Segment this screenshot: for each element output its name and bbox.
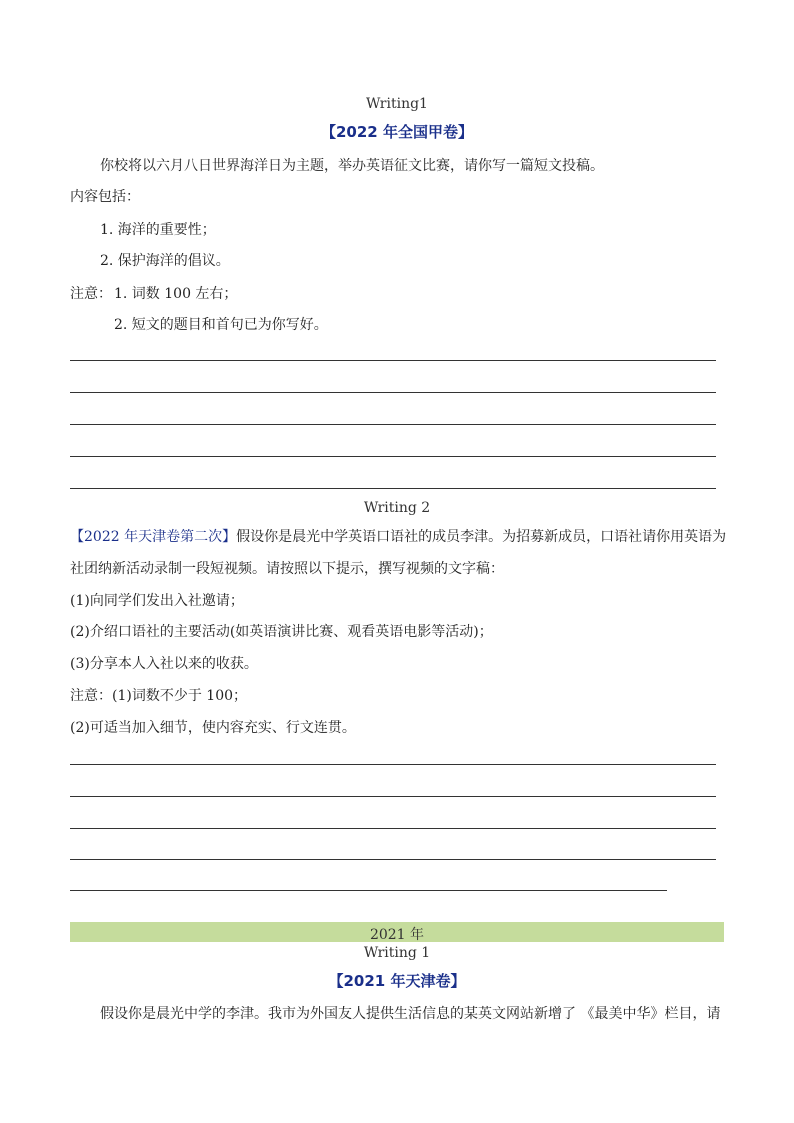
section1-note-1: 1. 词数 100 左右； — [114, 286, 238, 302]
answer-line — [70, 360, 716, 361]
section2-item-2: (2)介绍口语社的主要活动(如英语演讲比赛、观看英语电影等活动)； — [70, 624, 493, 640]
answer-line — [70, 488, 716, 489]
answer-line — [70, 828, 716, 829]
section2-source: 【2022 年天津卷第二次】 — [70, 529, 237, 545]
answer-line — [70, 392, 716, 393]
section1-item-1: 1. 海洋的重要性； — [100, 222, 216, 238]
year-band-label: 2021 年 — [369, 927, 425, 943]
answer-line — [70, 859, 716, 860]
section2-prompt-line1 — [70, 526, 726, 546]
answer-line — [70, 456, 716, 457]
section1-item-2: 2. 保护海洋的倡议。 — [100, 253, 230, 269]
section1-note-2: 2. 短文的题目和首句已为你写好。 — [114, 317, 328, 333]
section1-source: 【2022 年全国甲卷】 — [321, 123, 473, 141]
section2-prompt-text: 假设你是晨光中学英语口语社的成员李津。为招募新成员，口语社请你用英语为 — [236, 529, 727, 545]
section3-title: Writing 1 — [363, 945, 431, 961]
answer-line — [70, 796, 716, 797]
section3-source: 【2021 年天津卷】 — [328, 972, 466, 990]
section2-item-3: (3)分享本人入社以来的收获。 — [70, 656, 258, 672]
section1-title: Writing1 — [366, 96, 428, 112]
answer-line — [70, 764, 716, 765]
answer-line — [70, 424, 716, 425]
section2-note-2: (2)可适当加入细节，使内容充实、行文连贯。 — [70, 720, 356, 736]
section2-title: Writing 2 — [363, 500, 431, 516]
section2-note-1: 注意：(1)词数不少于 100； — [70, 688, 248, 704]
section2-item-1: (1)向同学们发出入社邀请； — [70, 593, 244, 609]
section1-note-label: 注意： — [70, 286, 112, 302]
section3-prompt: 假设你是晨光中学的李津。我市为外国友人提供生活信息的某英文网站新增了 《最美中华》栏目，请 — [100, 1006, 721, 1022]
section2-prompt-line2: 社团纳新活动录制一段短视频。请按照以下提示，撰写视频的文字稿： — [70, 561, 504, 577]
answer-line — [70, 890, 667, 891]
section1-content-label: 内容包括： — [70, 189, 140, 205]
section1-prompt: 你校将以六月八日世界海洋日为主题，举办英语征文比赛，请你写一篇短文投稿。 — [100, 158, 604, 174]
